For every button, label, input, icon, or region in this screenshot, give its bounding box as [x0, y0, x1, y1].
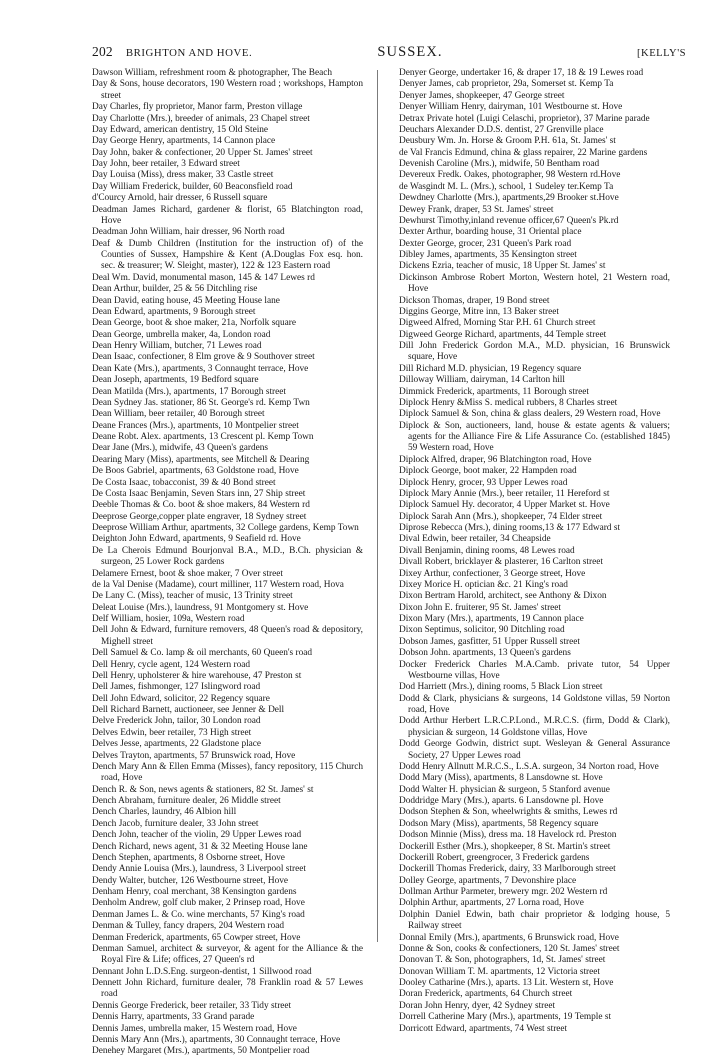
directory-entry: Dean George, umbrella maker, 4a, London road: [92, 329, 271, 340]
directory-entry: Diplock Henry, grocer, 93 Upper Lewes road: [399, 477, 568, 488]
directory-entry: Dewdney Charlotte (Mrs.), apartments,29 Brooker st.Hove: [399, 193, 619, 204]
directory-entry: Dexter George, grocer, 231 Queen's Park road: [399, 238, 572, 249]
directory-entry: Day John, baker & confectioner, 20 Upper St. James' street: [92, 147, 313, 158]
directory-entry: Dobson James, gasfitter, 51 Upper Russell street: [399, 636, 580, 647]
directory-entry: Dear Jane (Mrs.), midwife, 43 Queen's gardens: [92, 443, 269, 454]
running-head-left: BRIGHTON AND HOVE.: [125, 47, 253, 59]
directory-entry: Dixey Morice H. optician &c. 21 King's road: [399, 579, 568, 590]
directory-entry: Dodd Walter H. physician & surgeon, 5 Stanford avenue: [399, 784, 610, 795]
directory-entry: Dodson Mary (Miss), apartments, 58 Regency square: [399, 818, 599, 829]
directory-entry: Deane Robt. Alex. apartments, 13 Crescent pl. Kemp Town: [92, 432, 314, 442]
directory-entry: Dench Abraham, furniture dealer, 26 Middle street: [92, 796, 281, 806]
directory-entry: Dodd Arthur Herbert L.R.C.P.Lond., M.R.C.S. (firm, Dodd & Clark), physician & surgeon, 14 Goldstone villas, Hove: [399, 716, 670, 738]
directory-entry: Dickson Thomas, draper, 19 Bond street: [399, 295, 550, 306]
directory-entry: Dorrell Catherine Mary (Mrs.), apartments, 19 Temple st: [399, 1012, 612, 1023]
directory-entry: Digweed George Richard, apartments, 44 Temple street: [399, 329, 607, 340]
directory-entry: Devenish Caroline (Mrs.), midwife, 50 Bentham road: [399, 159, 600, 169]
directory-entry: Deusbury Wm. Jn. Horse & Groom P.H. 61a, St. James' st: [399, 136, 616, 147]
directory-entry: De Costa Isaac, tobacconist, 39 & 40 Bond street: [92, 477, 276, 488]
directory-entry: Delamere Ernest, boot & shoe maker, 7 Over street: [92, 568, 283, 579]
directory-entry: Day Edward, american dentistry, 15 Old Steine: [92, 124, 269, 135]
directory-entry: Deaf & Dumb Children (Institution for the instruction of) of the Counties of Sussex, Hampshire & Kent (A.Douglas Fox esq. hon. sec. & treasurer; W. Sleight, master), 122 & 123 Eastern road: [92, 238, 363, 272]
directory-entry: Diplock Henry &Miss S. medical rubbers, 8 Charles street: [399, 397, 618, 408]
running-head-right: [KELLY'S: [637, 48, 686, 59]
directory-entry: Deuchars Alexander D.D.S. dentist, 27 Grenville place: [399, 124, 604, 135]
directory-entry: Dodd George Godwin, district supt. Wesleyan & General Assurance Society, 27 Upper Lewes road: [399, 739, 670, 761]
directory-entry: Dawson William, refreshment room & photographer, The Beach: [92, 68, 333, 78]
directory-entry: Day Charles, fly proprietor, Manor farm, Preston village: [92, 102, 303, 113]
directory-entry: Dell Richard Barnett, auctioneer, see Jenner & Dell: [92, 705, 285, 715]
directory-entry: Dilloway William, dairyman, 14 Carlton hill: [399, 375, 565, 386]
directory-entry: Delves Trayton, apartments, 57 Brunswick road, Hove: [92, 750, 296, 761]
directory-entry: Dell Henry, upholsterer & hire warehouse, 47 Preston st: [92, 670, 302, 681]
directory-entry: Dean Edward, apartments, 9 Borough street: [92, 306, 256, 317]
page-number: 202: [92, 44, 113, 59]
directory-entry: Doran John Henry, dyer, 42 Sydney street: [399, 1000, 556, 1011]
directory-entry: Dival Edwin, beer retailer, 34 Cheapside: [399, 534, 551, 545]
directory-entry: De Costa Isaac Benjamin, Seven Stars inn, 27 Ship street: [92, 488, 306, 499]
directory-entry: Deeble Thomas & Co. boot & shoe makers, 84 Western rd: [92, 500, 310, 511]
directory-entry: Divall Benjamin, dining rooms, 48 Lewes road: [399, 545, 575, 556]
directory-entry: Dodd Mary (Miss), apartments, 8 Lansdowne st. Hove: [399, 773, 603, 784]
directory-entry: Day George Henry, apartments, 14 Cannon place: [92, 136, 276, 147]
directory-entry: Dench Richard, news agent, 31 & 32 Meeting House lane: [92, 841, 308, 852]
directory-entry: Deane Frances (Mrs.), apartments, 10 Montpelier street: [92, 420, 299, 431]
directory-entry: Denman & Tulley, fancy drapers, 204 Western road: [92, 921, 285, 932]
directory-entry: De Boos Gabriel, apartments, 63 Goldstone road, Hove: [92, 466, 299, 477]
directory-entry: Dell John Edward, solicitor, 22 Regency square: [92, 693, 270, 704]
directory-entry: Deighton John Edward, apartments, 9 Seafield rd. Hove: [92, 534, 301, 545]
directory-entry: Doddridge Mary (Mrs.), aparts. 6 Lansdowne pl. Hove: [399, 796, 604, 806]
directory-entry: Dimmick Frederick, apartments, 11 Borough street: [399, 386, 589, 397]
directory-entry: Dewey Frank, draper, 53 St. James' street: [399, 204, 554, 215]
directory-entry: Dolphin Daniel Edwin, bath chair proprietor & lodging house, 5 Railway street: [399, 909, 670, 932]
directory-entry: Dean David, eating house, 45 Meeting House lane: [92, 295, 280, 306]
directory-column-left: [92, 68, 363, 1058]
directory-entry: Denman Samuel, architect & surveyor, & agent for the Alliance & the Royal Fire & Life; offices, 27 Queen's rd: [92, 943, 363, 966]
directory-entry: Dodd Henry Allnutt M.R.C.S., L.S.A. surgeon, 34 Norton road, Hove: [399, 761, 659, 772]
directory-entry: Dean Sydney Jas. stationer, 86 St. George's rd. Kemp Twn: [92, 397, 310, 408]
directory-entry: Donne & Son, cooks & confectioners, 120 St. James' street: [399, 943, 620, 954]
directory-entry: Docker Frederick Charles M.A.Camb. private tutor, 54 Upper Westbourne villas, Hove: [399, 659, 670, 681]
directory-entry: Dockerill Robert, greengrocer, 3 Frederick gardens: [399, 852, 590, 863]
directory-entry: Dench R. & Son, news agents & stationers, 82 St. James' st: [92, 784, 314, 795]
directory-entry: Dill Richard M.D. physician, 19 Regency square: [399, 363, 582, 374]
directory-entry: Denyer James, shopkeeper, 47 George street: [399, 90, 565, 101]
directory-entry: Dixon Septimus, solicitor, 90 Ditchling road: [399, 625, 565, 636]
directory-entry: Diplock Samuel Hy. decorator, 4 Upper Market st. Hove: [399, 500, 610, 511]
directory-entry: Delves Jesse, apartments, 22 Gladstone place: [92, 739, 262, 750]
directory-entry: Divall Robert, bricklayer & plasterer, 16 Carlton street: [399, 557, 603, 568]
directory-entry: Deeprose William Arthur, apartments, 32 College gardens, Kemp Town: [92, 523, 359, 533]
directory-entry: Dean William, beer retailer, 40 Borough street: [92, 409, 265, 420]
directory-entry: Deal Wm. David, monumental mason, 145 & 147 Lewes rd: [92, 272, 315, 283]
directory-entry: Dennis James, umbrella maker, 15 Western road, Hove: [92, 1023, 297, 1034]
directory-entry: Diplock Sarah Ann (Mrs.), shopkeeper, 74 Elder street: [399, 511, 603, 522]
directory-entry: d'Courcy Arnold, hair dresser, 6 Russell square: [92, 193, 268, 204]
directory-entry: Denham Henry, coal merchant, 38 Kensington gardens: [92, 887, 297, 897]
directory-entry: Doran Frederick, apartments, 64 Church street: [399, 989, 573, 1000]
directory-entry: Dean Joseph, apartments, 19 Bedford square: [92, 375, 259, 386]
directory-entry: Dench Jacob, furniture dealer, 33 John street: [92, 818, 259, 829]
directory-entry: de Wasgindt M. L. (Mrs.), school, 1 Sudeley ter.Kemp Ta: [399, 181, 614, 192]
directory-entry: Dearing Mary (Miss), apartments, see Mitchell & Dearing: [92, 454, 310, 465]
directory-entry: Denman Frederick, apartments, 65 Cowper street, Hove: [92, 932, 301, 943]
directory-columns: [92, 68, 686, 1057]
directory-entry: Delves Edwin, beer retailer, 73 High street: [92, 727, 252, 738]
directory-entry: Dench Charles, laundry, 46 Albion hill: [92, 807, 237, 818]
directory-entry: Dennis Mary Ann (Mrs.), apartments, 30 Connaught terrace, Hove: [92, 1034, 341, 1045]
directory-entry: Dixon Bertram Harold, architect, see Anthony & Dixon: [399, 591, 607, 602]
directory-entry: Denholm Andrew, golf club maker, 2 Prinsep road, Hove: [92, 898, 305, 909]
directory-entry: Denyer James, cab proprietor, 29a, Somerset st. Kemp Ta: [399, 79, 614, 90]
directory-entry: Diplock Samuel & Son, china & glass dealers, 29 Western road, Hove: [399, 409, 661, 420]
directory-entry: Dell Samuel & Co. lamp & oil merchants, 60 Queen's road: [92, 648, 313, 659]
directory-entry: Dell John & Edward, furniture removers, 48 Queen's road & depository, Mighell street: [92, 625, 363, 647]
directory-entry: Dickens Ezria, teacher of music, 18 Upper St. James' st: [399, 261, 606, 272]
directory-entry: Devereux Fredk. Oakes, photographer, 98 Western rd.Hove: [399, 170, 621, 181]
directory-entry: Denyer George, undertaker 16, & draper 17, 18 & 19 Lewes road: [399, 68, 644, 78]
directory-entry: Dobson John. apartments, 13 Queen's gardens: [399, 648, 571, 659]
directory-entry: Dean Henry William, butcher, 71 Lewes road: [92, 341, 262, 351]
running-head: [92, 44, 686, 62]
directory-entry: Diggins George, Mitre inn, 13 Baker street: [399, 306, 559, 317]
directory-entry: Dendy Walter, butcher, 126 Westbourne street, Hove: [92, 875, 289, 886]
directory-entry: Dench Stephen, apartments, 8 Osborne street, Hove: [92, 852, 285, 863]
directory-entry: Day William Frederick, builder, 60 Beaconsfield road: [92, 181, 293, 192]
directory-entry: Donovan T. & Son, photographers, 1d, St. James' street: [399, 955, 606, 966]
directory-entry: Dodson Minnie (Miss), dress ma. 18 Havelock rd. Preston: [399, 830, 617, 841]
directory-entry: Dean Isaac, confectioner, 8 Elm grove & 9 Southover street: [92, 352, 315, 363]
directory-entry: Dod Harriett (Mrs.), dining rooms, 5 Black Lion street: [399, 682, 603, 693]
directory-entry: Dench John, teacher of the violin, 29 Upper Lewes road: [92, 830, 302, 841]
directory-entry: Diplock & Son, auctioneers, land, house & estate agents & valuers; agents for the Alliance Fire & Life Assurance Co. (established 1845) 59 Western road, Hove: [399, 420, 670, 454]
directory-entry: Dodd & Clark, physicians & surgeons, 14 Goldstone villas, 59 Norton road, Hove: [399, 693, 670, 715]
column-divider-rule: [377, 70, 378, 942]
directory-entry: Dockerill Esther (Mrs.), shopkeeper, 8 St. Martin's street: [399, 841, 611, 852]
directory-entry: Dell James, fishmonger, 127 Islingword road: [92, 682, 261, 693]
directory-entry: Deleat Louise (Mrs.), laundress, 91 Montgomery st. Hove: [92, 602, 309, 613]
directory-entry: Detrax Private hotel (Luigi Celaschi, proprietor), 37 Marine parade: [399, 113, 650, 124]
directory-entry: Diplock Mary Annie (Mrs.), beer retailer, 11 Hereford st: [399, 488, 610, 499]
directory-entry: De Lany C. (Miss), teacher of music, 13 Trinity street: [92, 591, 293, 602]
directory-entry: Dolley George, apartments, 7 Devonshire place: [399, 875, 577, 886]
directory-entry: Dell Henry, cycle agent, 124 Western road: [92, 659, 251, 670]
running-head-center: SUSSEX.: [377, 44, 443, 60]
directory-entry: Dean George, boot & shoe maker, 21a, Norfolk square: [92, 318, 296, 329]
directory-column-right: [399, 68, 670, 1035]
directory-entry: Day & Sons, house decorators, 190 Western road ; workshops, Hampton street: [92, 79, 363, 101]
directory-entry: Day Charlotte (Mrs.), breeder of animals, 23 Chapel street: [92, 113, 310, 124]
directory-entry: Donovan William T. M. apartments, 12 Victoria street: [399, 966, 600, 977]
directory-entry: Donnal Emily (Mrs.), apartments, 6 Brunswick road, Hove: [399, 932, 619, 943]
directory-entry: Dibley James, apartments, 35 Kensington street: [399, 250, 577, 260]
directory-entry: Delve Frederick John, tailor, 30 London road: [92, 716, 261, 727]
directory-entry: Denyer William Henry, dairyman, 101 Westbourne st. Hove: [399, 102, 623, 113]
directory-entry: Deadman John William, hair dresser, 96 North road: [92, 227, 285, 238]
directory-entry: Dolphin Arthur, apartments, 27 Lorna road, Hove: [399, 898, 584, 909]
directory-entry: Dendy Annie Louisa (Mrs.), laundress, 3 Liverpool street: [92, 864, 306, 875]
directory-entry: Diprose Rebecca (Mrs.), dining rooms,13 & 177 Edward st: [399, 523, 621, 533]
directory-entry: Denehey Margaret (Mrs.), apartments, 50 Montpelier road: [92, 1046, 310, 1057]
directory-entry: Dench Mary Ann & Ellen Emma (Misses), fancy repository, 115 Church road, Hove: [92, 761, 363, 784]
directory-entry: Dean Arthur, builder, 25 & 56 Ditchling rise: [92, 284, 258, 295]
directory-entry: Dooley Catharine (Mrs.), aparts. 13 Lit. Western st, Hove: [399, 978, 614, 988]
directory-entry: Dockerill Thomas Frederick, dairy, 33 Marlborough street: [399, 864, 616, 875]
directory-entry: Day John, beer retailer, 3 Edward street: [92, 159, 240, 169]
directory-entry: Dexter Arthur, boarding house, 31 Oriental place: [399, 227, 582, 238]
directory-entry: Dill John Frederick Gordon M.A., M.D. physician, 16 Brunswick square, Hove: [399, 341, 670, 363]
directory-entry: Deeprose George,copper plate engraver, 18 Sydney street: [92, 511, 307, 522]
directory-entry: Dennis George Frederick, beer retailer, 33 Tidy street: [92, 1000, 292, 1011]
directory-entry: Dean Matilda (Mrs.), apartments, 17 Borough street: [92, 386, 286, 397]
directory-entry: de Val Francis Edmund, china & glass repairer, 22 Marine gardens: [399, 147, 648, 158]
directory-entry: Dennant John L.D.S.Eng. surgeon-dentist, 1 Sillwood road: [92, 966, 312, 977]
directory-entry: Dixon John E. fruiterer, 95 St. James' street: [399, 602, 561, 613]
directory-entry: Dewhurst Timothy,inland revenue officer,67 Queen's Pk.rd: [399, 215, 619, 226]
directory-entry: Diplock George, boot maker, 22 Hampden road: [399, 466, 577, 477]
directory-entry: Dickinson Ambrose Robert Morton, Western hotel, 21 Western road, Hove: [399, 272, 670, 295]
directory-entry: Dean Kate (Mrs.), apartments, 3 Connaught terrace, Hove: [92, 363, 309, 374]
directory-entry: Dixey Arthur, confectioner, 3 George street, Hove: [399, 568, 586, 579]
directory-entry: Diplock Alfred, draper, 96 Blatchington road, Hove: [399, 454, 592, 465]
directory-entry: Dorricott Edward, apartments, 74 West street: [399, 1023, 568, 1034]
directory-entry: Dodson Stephen & Son, wheelwrights & smiths, Lewes rd: [399, 807, 618, 818]
directory-entry: Dennis Harry, apartments, 33 Grand parade: [92, 1012, 255, 1023]
directory-entry: Dixon Mary (Mrs.), apartments, 19 Cannon place: [399, 614, 584, 624]
directory-entry: Deadman James Richard, gardener & florist, 65 Blatchington road, Hove: [92, 204, 363, 226]
directory-entry: Digweed Alfred, Morning Star P.H. 61 Church street: [399, 318, 596, 329]
directory-entry: Denman James L. & Co. wine merchants, 57 King's road: [92, 909, 305, 920]
directory-entry: Dollman Arthur Parmeter, brewery mgr. 202 Western rd: [399, 887, 608, 897]
directory-entry: de la Val Denise (Madame), court milliner, 117 Western road, Hova: [92, 579, 344, 590]
directory-entry: Day Louisa (Miss), dress maker, 33 Castle street: [92, 170, 274, 181]
directory-entry: Dennett John Richard, furniture dealer, 78 Franklin road & 57 Lewes road: [92, 978, 363, 1000]
directory-entry: Delf William, hosier, 109a, Western road: [92, 614, 245, 624]
directory-entry: De La Cherois Edmund Bourjonval B.A., M.D., B.Ch. physician & surgeon, 25 Lower Rock gardens: [92, 545, 363, 568]
